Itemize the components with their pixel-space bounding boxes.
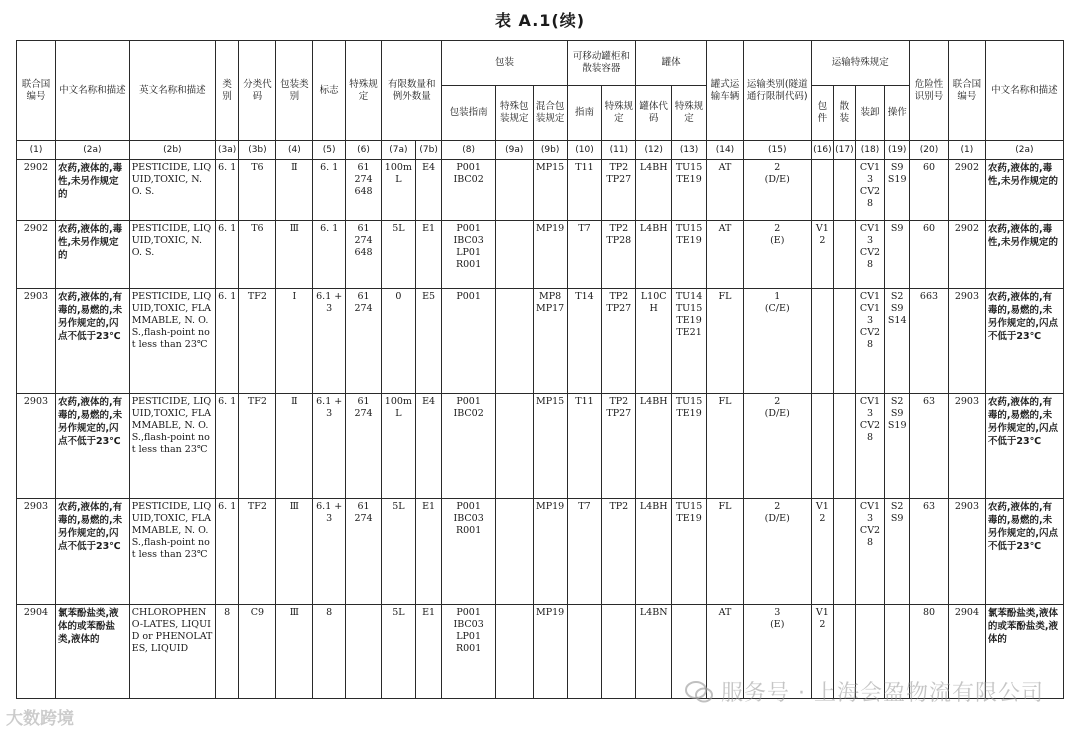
cell-pis [495, 289, 533, 394]
col-num: (17) [834, 141, 856, 160]
cell-pg: Ⅰ [276, 289, 313, 394]
col-num: (1) [948, 141, 985, 160]
cell-ti: T11 [567, 394, 602, 499]
cell-pis [495, 160, 533, 221]
cell-ti: T14 [567, 289, 602, 394]
hdr-special: 特殊规定 [346, 41, 382, 141]
logo-text: 大数跨境 [6, 709, 74, 729]
col-num: (9a) [495, 141, 533, 160]
cell-bk [834, 394, 856, 499]
col-num: (7a) [381, 141, 415, 160]
hdr-tank-special: 特殊规定 [672, 86, 707, 141]
col-num: (19) [885, 141, 910, 160]
col-num: (6) [346, 141, 382, 160]
cell-un2: 2902 [948, 221, 985, 289]
cell-bk [834, 289, 856, 394]
cell-label: 6. 1 [313, 221, 346, 289]
cell-mp: MP15 [533, 160, 567, 221]
cell-bk [834, 221, 856, 289]
hdr-hazard-id: 危险性识别号 [910, 41, 949, 141]
cell-lq: 5L [381, 499, 415, 605]
cell-zh: 农药,液体的,毒性,未另作规定的 [55, 221, 129, 289]
col-num: (3a) [215, 141, 239, 160]
cell-bk [834, 160, 856, 221]
col-num: (18) [855, 141, 885, 160]
cell-veh: AT [707, 160, 744, 221]
cell-zh2: 农药,液体的,毒性,未另作规定的 [985, 221, 1063, 289]
cell-zh2: 农药,液体的,有毒的,易燃的,未另作规定的,闪点不低于23℃ [985, 289, 1063, 394]
cell-un2: 2903 [948, 394, 985, 499]
cell-eq: E1 [415, 605, 442, 699]
cell-pi: P001 IBC03 R001 [442, 499, 495, 605]
cell-sp: 61 274 648 [346, 221, 382, 289]
cell-pi: P001 IBC02 [442, 160, 495, 221]
cell-tsp: TU15 TE19 [672, 221, 707, 289]
cell-en: PESTICIDE, LIQUID,TOXIC, N. O. S. [129, 221, 215, 289]
cell-hz: 60 [910, 160, 949, 221]
cell-hz: 60 [910, 221, 949, 289]
cell-op: S2 S9 [885, 499, 910, 605]
cell-ti: T7 [567, 221, 602, 289]
hdr-pack-special: 特殊包装规定 [495, 86, 533, 141]
table-row [17, 394, 1064, 499]
cell-sp: 61 274 [346, 499, 382, 605]
cell-hz: 63 [910, 499, 949, 605]
cell-zh: 氯苯酚盐类,液体的或苯酚盐类,液体的 [55, 605, 129, 699]
col-num: (20) [910, 141, 949, 160]
cell-pg: Ⅲ [276, 221, 313, 289]
cell-en: CHLOROPHENO-LATES, LIQUID or PHENOLATES, LIQUID [129, 605, 215, 699]
cell-pi: P001 IBC03 LP01 R001 [442, 605, 495, 699]
cell-veh: AT [707, 221, 744, 289]
col-num: (11) [602, 141, 636, 160]
hdr-class: 类别 [215, 41, 239, 141]
cell-cls: 6. 1 [215, 221, 239, 289]
cell-zh2: 氯苯酚盐类,液体的或苯酚盐类,液体的 [985, 605, 1063, 699]
cell-ts [602, 605, 636, 699]
cell-lq: 5L [381, 221, 415, 289]
cell-un2: 2903 [948, 289, 985, 394]
hdr-port-special: 特殊规定 [602, 86, 636, 141]
table-row [17, 499, 1064, 605]
cell-lq: 0 [381, 289, 415, 394]
cell-cls: 6. 1 [215, 289, 239, 394]
cell-ts: TP2 [602, 499, 636, 605]
hdr-ts-bulk: 散装 [834, 86, 856, 141]
cell-ld: CV13 CV28 [855, 160, 885, 221]
cell-en: PESTICIDE, LIQUID,TOXIC, FLAMMABLE, N. O. S.,flash-point not less than 23℃ [129, 394, 215, 499]
hdr-name-en: 英文名称和描述 [129, 41, 215, 141]
col-num: (3b) [239, 141, 276, 160]
cell-un2: 2903 [948, 499, 985, 605]
table-row [17, 221, 1064, 289]
cell-label: 6.1 + 3 [313, 394, 346, 499]
cell-mp: MP19 [533, 221, 567, 289]
cell-code: TF2 [239, 394, 276, 499]
cell-label: 6.1 + 3 [313, 499, 346, 605]
hdr-port-instr: 指南 [567, 86, 602, 141]
cell-en: PESTICIDE, LIQUID,TOXIC, FLAMMABLE, N. O. S.,flash-point not less than 23℃ [129, 499, 215, 605]
cell-zh: 农药,液体的,有毒的,易燃的,未另作规定的,闪点不低于23℃ [55, 289, 129, 394]
cell-zh2: 农药,液体的,有毒的,易燃的,未另作规定的,闪点不低于23℃ [985, 499, 1063, 605]
hdr-un-no-2: 联合国编号 [948, 41, 985, 141]
hdr-tank-code: 罐体代码 [636, 86, 672, 141]
cell-eq: E5 [415, 289, 442, 394]
col-num: (16) [811, 141, 834, 160]
cell-ld: CV13 CV28 [855, 221, 885, 289]
cell-lq: 100mL [381, 394, 415, 499]
cell-pi: P001 IBC03 LP01 R001 [442, 221, 495, 289]
cell-sp: 61 274 648 [346, 160, 382, 221]
cell-pis [495, 221, 533, 289]
cell-mp: MP15 [533, 394, 567, 499]
dangerous-goods-table [16, 40, 1064, 699]
cell-label: 6.1 + 3 [313, 289, 346, 394]
cell-pis [495, 605, 533, 699]
cell-label: 8 [313, 605, 346, 699]
cell-label: 6. 1 [313, 160, 346, 221]
hdr-packaging: 包装 [442, 41, 567, 86]
col-num: (2a) [55, 141, 129, 160]
hdr-pack-instr: 包装指南 [442, 86, 495, 141]
table-row [17, 289, 1064, 394]
cell-code: TF2 [239, 499, 276, 605]
hdr-portable: 可移动罐柜和散装容器 [567, 41, 636, 86]
col-num: (2a) [985, 141, 1063, 160]
cell-un: 2903 [17, 394, 56, 499]
cell-ts: TP2 TP27 [602, 394, 636, 499]
cell-tc: L4BN [636, 605, 672, 699]
cell-pk: V12 [811, 221, 834, 289]
cell-tc: L10CH [636, 289, 672, 394]
cell-code: T6 [239, 160, 276, 221]
hdr-tank: 罐体 [636, 41, 707, 86]
cell-pk: V12 [811, 605, 834, 699]
cell-tsp: TU15 TE19 [672, 160, 707, 221]
cell-eq: E4 [415, 160, 442, 221]
cell-mp: MP8 MP17 [533, 289, 567, 394]
cell-cat: 2 (D/E) [743, 394, 811, 499]
cell-code: T6 [239, 221, 276, 289]
watermark [685, 676, 1044, 707]
cell-tc: L4BH [636, 394, 672, 499]
cell-zh: 农药,液体的,有毒的,易燃的,未另作规定的,闪点不低于23℃ [55, 499, 129, 605]
hdr-mixed-pack: 混合包装规定 [533, 86, 567, 141]
col-num: (10) [567, 141, 602, 160]
col-num: (12) [636, 141, 672, 160]
cell-op: S9 [885, 221, 910, 289]
col-num: (13) [672, 141, 707, 160]
cell-zh2: 农药,液体的,毒性,未另作规定的 [985, 160, 1063, 221]
cell-cls: 6. 1 [215, 394, 239, 499]
brand-logo [6, 704, 74, 729]
col-num: (2b) [129, 141, 215, 160]
hdr-name-zh-2: 中文名称和描述 [985, 41, 1063, 141]
cell-tc: L4BH [636, 499, 672, 605]
col-num: (8) [442, 141, 495, 160]
wechat-icon [685, 681, 713, 703]
cell-tc: L4BH [636, 221, 672, 289]
col-num: (14) [707, 141, 744, 160]
cell-cat: 2 (E) [743, 221, 811, 289]
cell-op: S9 S19 [885, 160, 910, 221]
cell-ts: TP2 TP28 [602, 221, 636, 289]
cell-sp: 61 274 [346, 289, 382, 394]
cell-ts: TP2 TP27 [602, 289, 636, 394]
cell-code: C9 [239, 605, 276, 699]
cell-pk: V12 [811, 499, 834, 605]
table-title: 表 A.1(续) [494, 11, 586, 30]
cell-pg: Ⅱ [276, 394, 313, 499]
cell-ti: T7 [567, 499, 602, 605]
cell-pk [811, 394, 834, 499]
cell-sp [346, 605, 382, 699]
watermark-text: 服务号 · 上海会盈物流有限公司 [721, 681, 1044, 706]
cell-cls: 6. 1 [215, 499, 239, 605]
cell-hz: 663 [910, 289, 949, 394]
table-row [17, 160, 1064, 221]
cell-zh: 农药,液体的,有毒的,易燃的,未另作规定的,闪点不低于23℃ [55, 394, 129, 499]
cell-veh: FL [707, 394, 744, 499]
cell-pi: P001 [442, 289, 495, 394]
cell-veh: AT [707, 605, 744, 699]
cell-cat: 1 (C/E) [743, 289, 811, 394]
cell-cat: 2 (D/E) [743, 499, 811, 605]
cell-pi: P001 IBC02 [442, 394, 495, 499]
cell-un: 2904 [17, 605, 56, 699]
cell-pk [811, 160, 834, 221]
cell-tsp: TU14 TU15 TE19 TE21 [672, 289, 707, 394]
hdr-name-zh: 中文名称和描述 [55, 41, 129, 141]
cell-tc: L4BH [636, 160, 672, 221]
cell-ld: CV13 CV28 [855, 394, 885, 499]
cell-pg: Ⅱ [276, 160, 313, 221]
cell-hz: 63 [910, 394, 949, 499]
cell-cls: 8 [215, 605, 239, 699]
cell-pg: Ⅲ [276, 499, 313, 605]
column-number-row [17, 141, 1064, 160]
col-num: (7b) [415, 141, 442, 160]
cell-un: 2902 [17, 221, 56, 289]
cell-un: 2903 [17, 499, 56, 605]
col-num: (5) [313, 141, 346, 160]
hdr-un-no: 联合国编号 [17, 41, 56, 141]
cell-ti: T11 [567, 160, 602, 221]
cell-un2: 2902 [948, 160, 985, 221]
cell-veh: FL [707, 499, 744, 605]
cell-pis [495, 499, 533, 605]
cell-ti [567, 605, 602, 699]
cell-code: TF2 [239, 289, 276, 394]
hdr-ts-pack: 包件 [811, 86, 834, 141]
cell-mp: MP19 [533, 499, 567, 605]
cell-mp: MP19 [533, 605, 567, 699]
cell-ts: TP2 TP27 [602, 160, 636, 221]
cell-ld: CV13 CV28 [855, 499, 885, 605]
hdr-limited: 有限数量和例外数量 [381, 41, 442, 141]
cell-un: 2903 [17, 289, 56, 394]
cell-sp: 61 274 [346, 394, 382, 499]
cell-cat: 3 (E) [743, 605, 811, 699]
hdr-label: 标志 [313, 41, 346, 141]
cell-un2: 2904 [948, 605, 985, 699]
cell-lq: 100mL [381, 160, 415, 221]
cell-lq: 5L [381, 605, 415, 699]
cell-cat: 2 (D/E) [743, 160, 811, 221]
cell-ld: CV1 CV13 CV28 [855, 289, 885, 394]
col-num: (9b) [533, 141, 567, 160]
cell-un: 2902 [17, 160, 56, 221]
cell-pk [811, 289, 834, 394]
col-num: (4) [276, 141, 313, 160]
cell-op: S2 S9 S19 [885, 394, 910, 499]
cell-eq: E1 [415, 499, 442, 605]
hdr-ts-op: 操作 [885, 86, 910, 141]
cell-zh: 农药,液体的,毒性,未另作规定的 [55, 160, 129, 221]
col-num: (1) [17, 141, 56, 160]
cell-veh: FL [707, 289, 744, 394]
cell-pis [495, 394, 533, 499]
hdr-packing-group: 包装类别 [276, 41, 313, 141]
cell-en: PESTICIDE, LIQUID,TOXIC, FLAMMABLE, N. O. S.,flash-point not less than 23℃ [129, 289, 215, 394]
cell-hz: 80 [910, 605, 949, 699]
hdr-vehicle: 罐式运输车辆 [707, 41, 744, 141]
cell-op: S2 S9 S14 [885, 289, 910, 394]
cell-zh2: 农药,液体的,有毒的,易燃的,未另作规定的,闪点不低于23℃ [985, 394, 1063, 499]
hdr-transport-special: 运输特殊规定 [811, 41, 909, 86]
cell-cls: 6. 1 [215, 160, 239, 221]
hdr-class-code: 分类代码 [239, 41, 276, 141]
hdr-transport-cat: 运输类别(隧道通行限制代码) [743, 41, 811, 141]
cell-en: PESTICIDE, LIQUID,TOXIC, N. O. S. [129, 160, 215, 221]
cell-eq: E4 [415, 394, 442, 499]
hdr-ts-load: 装卸 [855, 86, 885, 141]
cell-tsp: TU15 TE19 [672, 394, 707, 499]
col-num: (15) [743, 141, 811, 160]
cell-bk [834, 499, 856, 605]
cell-tsp: TU15 TE19 [672, 499, 707, 605]
cell-eq: E1 [415, 221, 442, 289]
cell-pg: Ⅲ [276, 605, 313, 699]
